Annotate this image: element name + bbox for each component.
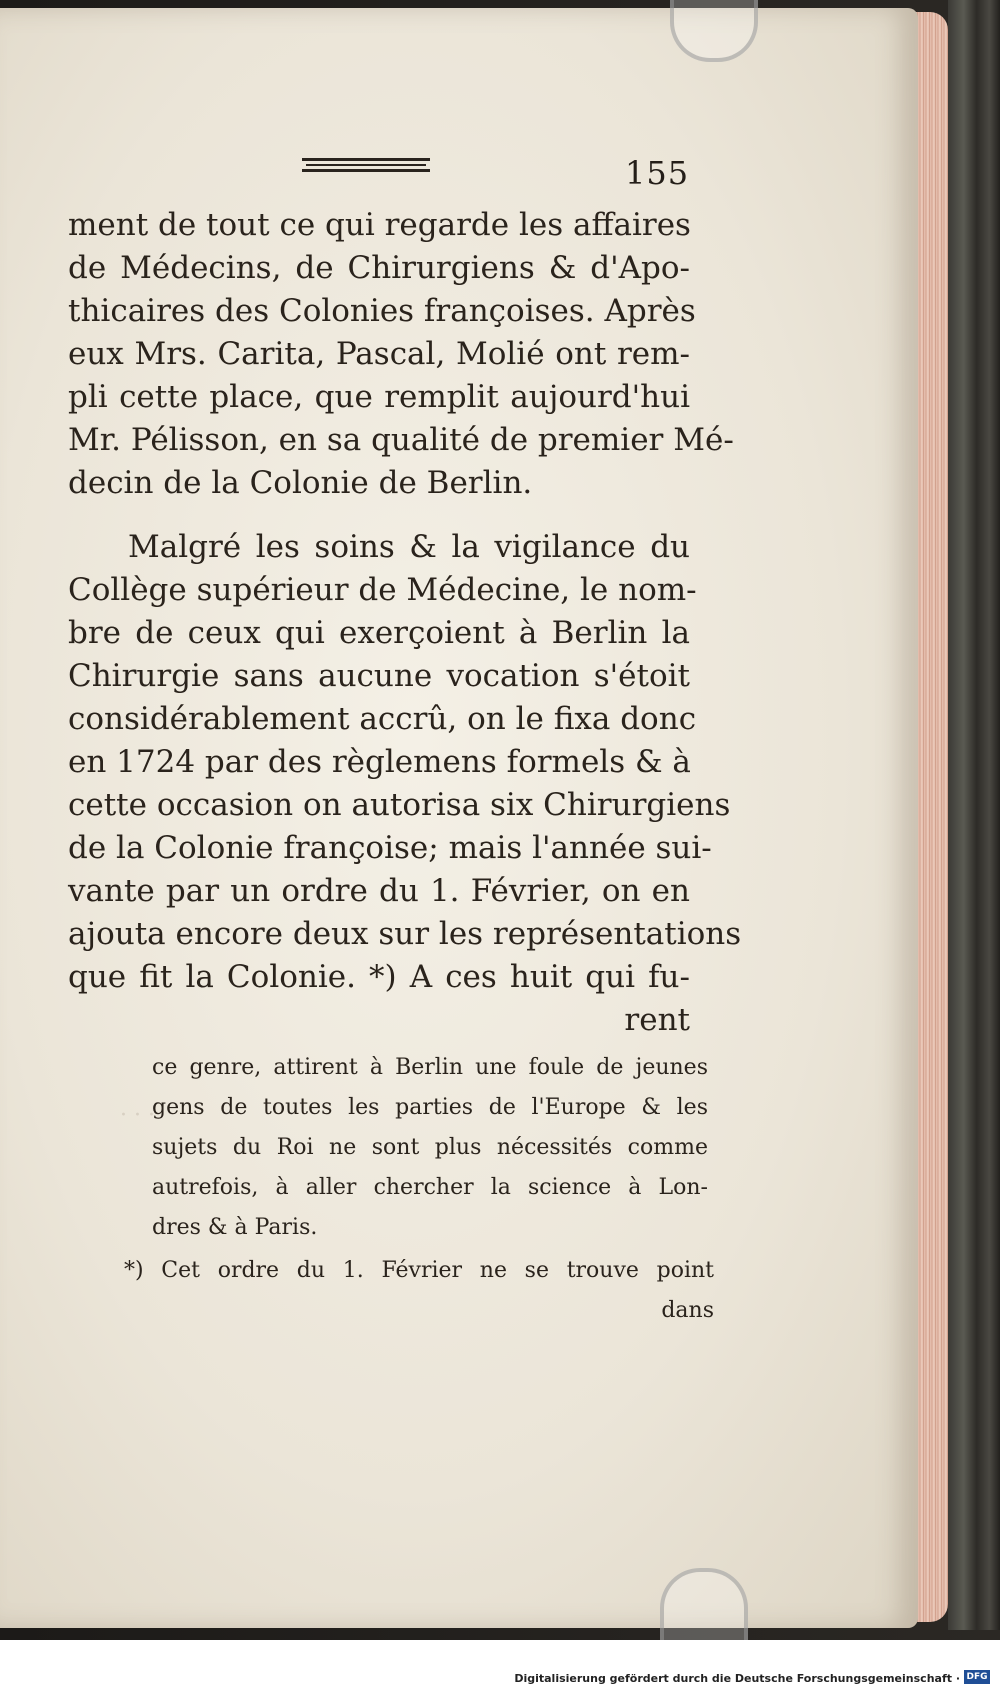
page-clip-top <box>670 0 758 62</box>
page-clip-bottom <box>660 1568 748 1642</box>
footnote-line: gens de toutes les parties de l'Europe & les <box>152 1095 708 1120</box>
body-line: decin de la Colonie de Berlin. <box>68 465 533 501</box>
body-line: ajouta encore deux sur les représentations <box>68 916 742 952</box>
page-number: 155 <box>625 154 690 192</box>
book-page <box>0 8 918 1628</box>
catchword: rent <box>624 1002 690 1038</box>
body-line: ment de tout ce qui regarde les affaires <box>68 207 691 243</box>
dfg-logo: DFG <box>964 1670 990 1684</box>
body-line: considérablement accrû, on le fixa donc <box>68 701 697 737</box>
bleed-through-text: · · · <box>120 1103 155 1128</box>
footnote-line: sujets du Roi ne sont plus nécessités comme <box>152 1135 708 1160</box>
book-spine <box>948 0 1000 1630</box>
footnote-line: ce genre, attirent à Berlin une foule de jeunes <box>152 1055 708 1080</box>
body-line: en 1724 par des règlemens formels & à <box>68 744 691 780</box>
footnote-line: *) Cet ordre du 1. Février ne se trouve point <box>124 1258 714 1283</box>
funding-credit: Digitalisierung gefördert durch die Deutsche Forschungsgemeinschaft · <box>514 1672 960 1685</box>
body-line: Collège supérieur de Médecine, le nom- <box>68 572 697 608</box>
body-line: de Médecins, de Chirurgiens & d'Apo- <box>68 250 690 286</box>
body-line: que fit la Colonie. *) A ces huit qui fu- <box>68 959 690 995</box>
body-line: vante par un ordre du 1. Février, on en <box>68 873 690 909</box>
body-line: pli cette place, que remplit aujourd'hui <box>68 379 690 415</box>
body-line: Mr. Pélisson, en sa qualité de premier Mé- <box>68 422 734 458</box>
footnote-line: dres & à Paris. <box>152 1215 318 1240</box>
header-ornament-rule <box>302 158 430 172</box>
body-line: Malgré les soins & la vigilance du <box>128 529 690 565</box>
body-line: bre de ceux qui exerçoient à Berlin la <box>68 615 690 651</box>
body-line: cette occasion on autorisa six Chirurgiens <box>68 787 731 823</box>
body-line: de la Colonie françoise; mais l'année sui- <box>68 830 712 866</box>
body-line: eux Mrs. Carita, Pascal, Molié ont rem- <box>68 336 690 372</box>
body-line: Chirurgie sans aucune vocation s'étoit <box>68 658 690 694</box>
footnote-catchword: dans <box>661 1298 714 1323</box>
body-line: thicaires des Colonies françoises. Après <box>68 293 696 329</box>
footnote-line: autrefois, à aller chercher la science à Lon- <box>152 1175 708 1200</box>
